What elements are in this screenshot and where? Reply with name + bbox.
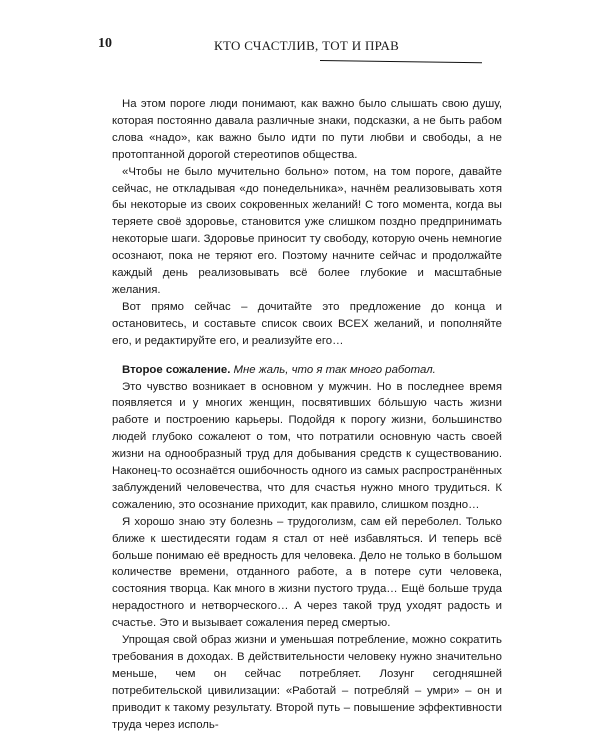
paragraph: «Чтобы не было мучительно больно» потом, на том пороге, давайте сейчас, не откладывая «до понедельника», начнём реализовывать хотя бы некоторые из своих сокровенных желаний! С того момента, когда вы теряете своё здоровье, становится уже слишком поздно предпринимать некоторые шаги. Здоровье приносит ту свободу, которую очень немногие осознают, пока не теряют его. Поэтому начните сейчас и продолжайте каждый день реализовывать всё более глубокие и масштабные желания.	[112, 165, 502, 296]
section-subtitle: Мне жаль, что я так много работал.	[233, 363, 436, 376]
paragraph: Это чувство возникает в основном у мужчин. Но в последнее время появляется и у многих женщин, посвятивших бо́льшую часть жизни работе и построению карьеры. Подойдя к порогу жизни, большинство людей глубоко сожалеют о том, что потратили основную часть своей жизни на однообразный труд для добывания средств к существованию. Наконец-то осознаётся ошибочность одного из самых распространённых заблуждений человечества, что для счастья нужно много трудиться. К сожалению, это осознание приходит, как правило, слишком поздно…	[112, 380, 502, 511]
paragraph: Я хорошо знаю эту болезнь – трудоголизм, сам ей переболел. Только ближе к шестидесяти годам я стал от неё избавляться. И теперь всё больше понимаю её вредность для человека. Дело не только в большом количестве времени, отданного работе, а в потере сути человека, состояния творца. Как много в жизни пустого труда… Ещё больше труда нерадостного и нетворческого… А через такой труд уходят радость и счастье. Это и вызывает сожаления перед смертью.	[112, 515, 502, 630]
running-title: КТО СЧАСТЛИВ, ТОТ И ПРАВ	[214, 38, 400, 53]
paragraph: Упрощая свой образ жизни и уменьшая потребление, можно сократить требования в доходах. В действительности человеку нужно значительно меньше, чем он сейчас потребляет. Лозунг сегодняшней потребительской цивилизации: «Работай – потребляй – умри» – он и приводит к такому результату. Второй путь – повышение эффективности труда через исполь-	[112, 634, 502, 731]
header-rule	[320, 60, 482, 63]
text-block	[112, 96, 502, 734]
page-number: 10	[98, 36, 112, 51]
paragraph: На этом пороге люди понимают, как важно было слышать свою душу, которая постоянно давала различные знаки, подсказки, а не быть рабом слова «надо», как важно было идти по пути любви и свободы, а не протоптанной дорогой стереотипов общества.	[112, 98, 502, 161]
section-title: Второе сожаление.	[122, 363, 231, 376]
section-heading	[112, 362, 502, 379]
paragraph: Вот прямо сейчас – дочитайте это предложение до конца и остановитесь, и составьте список своих ВСЕХ желаний, и пополняйте его, и редактируйте его, и реализуйте его…	[112, 300, 502, 347]
